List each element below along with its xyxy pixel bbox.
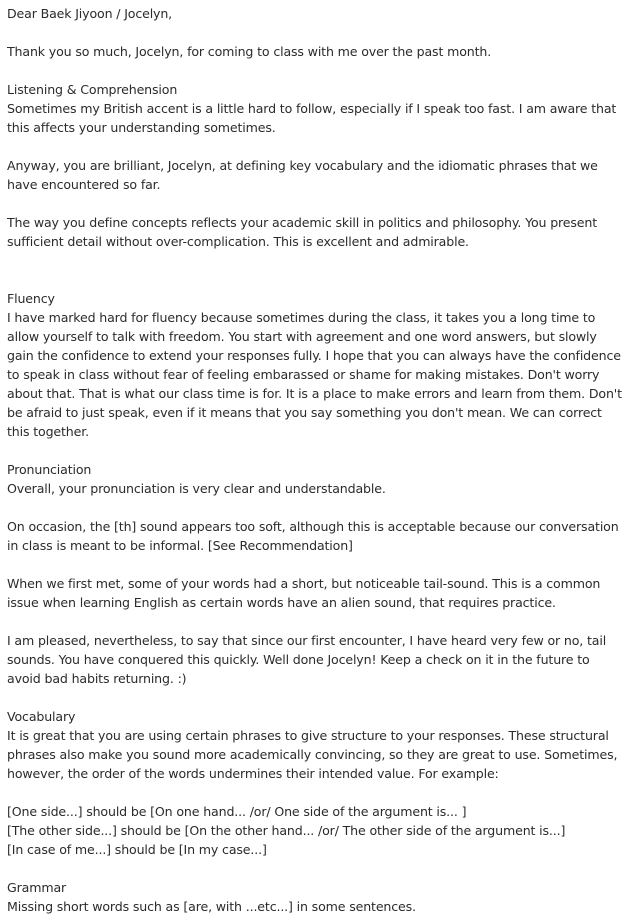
vocabulary-example: [In case of me...] should be [In my case...] — [7, 842, 267, 857]
spacer — [7, 61, 622, 80]
spacer — [7, 498, 622, 517]
vocabulary-paragraph-1: It is great that you are using certain phrases to give structure to your responses. These structural phrases also make you sound more academically convincing, so they are great to use. Sometimes, however, the order of the words undermines their intended value. For example: — [7, 728, 622, 781]
vocabulary-section — [7, 707, 622, 859]
listening-heading: Listening & Comprehension — [7, 82, 178, 97]
fluency-section — [7, 289, 626, 441]
spacer — [7, 441, 622, 460]
thanks-paragraph: Thank you so much, Jocelyn, for coming to class with me over the past month. — [7, 44, 492, 59]
fluency-paragraph-1: I have marked hard for fluency because sometimes during the class, it takes you a long time to allow yourself to talk with freedom. You start with agreement and one word answers, but slowly gain the confidence to extend your responses fully. I hope that you can always have the confidence to speak in class without fear of feeling embarassed or shame for making mistakes. Don't worry about that. That is what our class time is for. It is a place to make errors and learn from them. Don't be afraid to just speak, even if it means that you say something you don't mean. We can correct this together. — [7, 310, 626, 439]
grammar-section — [7, 878, 622, 916]
spacer — [7, 23, 622, 42]
spacer — [7, 194, 622, 213]
spacer — [7, 137, 622, 156]
vocabulary-example: [The other side...] should be [On the other hand... /or/ The other side of the argument is...] — [7, 823, 566, 838]
spacer — [7, 783, 622, 802]
spacer — [7, 612, 622, 631]
spacer — [7, 251, 622, 289]
grammar-heading: Grammar — [7, 880, 67, 895]
spacer — [7, 688, 622, 707]
listening-section — [7, 80, 622, 251]
pronunciation-paragraph-3: When we first met, some of your words had a short, but noticeable tail-sound. This is a common issue when learning English as certain words have an alien sound, that requires practice. — [7, 576, 605, 610]
fluency-heading: Fluency — [7, 291, 55, 306]
vocabulary-example: [One side...] should be [On one hand... /or/ One side of the argument is... ] — [7, 804, 467, 819]
vocabulary-heading: Vocabulary — [7, 709, 76, 724]
grammar-paragraph-1: Missing short words such as [are, with ...etc...] in some sentences. — [7, 899, 416, 914]
listening-paragraph-2: Anyway, you are brilliant, Jocelyn, at defining key vocabulary and the idiomatic phrases that we have encountered so far. — [7, 158, 602, 192]
listening-paragraph-1: Sometimes my British accent is a little hard to follow, especially if I speak too fast. I am aware that this affects your understanding sometimes. — [7, 101, 621, 135]
spacer — [7, 555, 622, 574]
listening-paragraph-3: The way you define concepts reflects your academic skill in politics and philosophy. You present sufficient detail without over-complication. This is excellent and admirable. — [7, 215, 601, 249]
spacer — [7, 859, 622, 878]
greeting: Dear Baek Jiyoon / Jocelyn, — [7, 6, 173, 21]
pronunciation-paragraph-2: On occasion, the [th] sound appears too soft, although this is acceptable because our conversation in class is meant to be informal. [See Recommendation] — [7, 519, 623, 553]
pronunciation-section — [7, 460, 622, 688]
pronunciation-paragraph-4: I am pleased, nevertheless, to say that since our first encounter, I have heard very few or no, tail sounds. You have conquered this quickly. Well done Jocelyn! Keep a check on it in the future to avoid bad habits returning. :) — [7, 633, 610, 686]
pronunciation-paragraph-1: Overall, your pronunciation is very clear and understandable. — [7, 481, 386, 496]
pronunciation-heading: Pronunciation — [7, 462, 92, 477]
